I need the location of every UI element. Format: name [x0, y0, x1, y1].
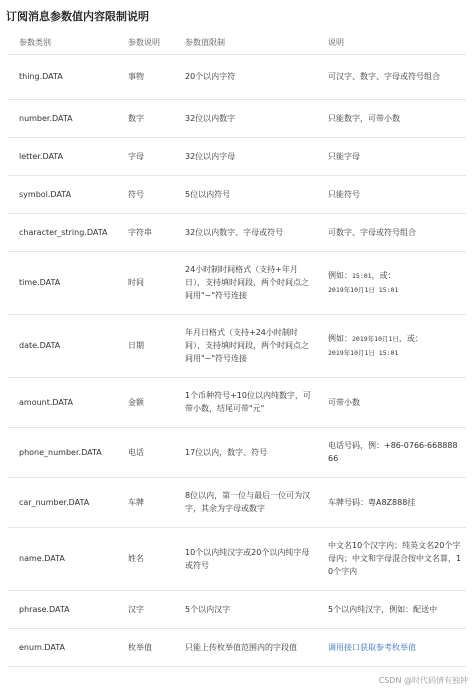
param-type-cell: character_string.DATA [8, 213, 117, 251]
note-cell: 电话号码，例：+86-0766-66888866 [317, 427, 466, 477]
param-type-cell: phrase.DATA [8, 590, 117, 628]
note-cell: 可汉字、数字、字母或符号组合 [317, 54, 466, 99]
param-type-cell: time.DATA [8, 251, 117, 314]
header-param-desc: 参数说明 [117, 31, 174, 54]
note-cell: 5个以内纯汉字，例如：配送中 [317, 590, 466, 628]
note-cell [317, 314, 466, 377]
note-example-code: 2019年10月1日 15:01 [328, 348, 399, 357]
param-type-cell: date.DATA [8, 314, 117, 377]
header-param-type: 参数类别 [8, 31, 117, 54]
param-type-cell: thing.DATA [8, 54, 117, 99]
param-desc-cell: 车牌 [117, 477, 174, 527]
param-type-cell: car_number.DATA [8, 477, 117, 527]
page-title: 订阅消息参数值内容限制说明 [6, 10, 149, 23]
param-desc-cell: 数字 [117, 99, 174, 137]
param-type-cell: number.DATA [8, 99, 117, 137]
param-limit-cell: 20个以内字符 [174, 54, 317, 99]
note-cell: 可数字、字母或符号组合 [317, 213, 466, 251]
param-limit-cell: 8位以内，第一位与最后一位可为汉字，其余为字母或数字 [174, 477, 317, 527]
table-header-row [8, 31, 466, 54]
note-cell: 只能字母 [317, 137, 466, 175]
param-desc-cell: 枚举值 [117, 628, 174, 666]
note-cell [317, 628, 466, 666]
param-desc-cell: 字符串 [117, 213, 174, 251]
param-desc-cell: 姓名 [117, 527, 174, 590]
table-row [8, 137, 466, 175]
table-row [8, 314, 466, 377]
param-limit-cell: 32位以内数字、字母或符号 [174, 213, 317, 251]
param-type-cell: name.DATA [8, 527, 117, 590]
enum-reference-link[interactable]: 调用接口获取参考枚举值 [328, 642, 416, 652]
note-cell: 可带小数 [317, 377, 466, 427]
param-limit-cell: 17位以内，数字、符号 [174, 427, 317, 477]
param-limit-cell: 只能上传枚举值范围内的字段值 [174, 628, 317, 666]
note-example-prefix: 例如： [328, 333, 352, 343]
note-example-code: 2019年10月1日 [352, 334, 399, 343]
header-param-limit: 参数值限制 [174, 31, 317, 54]
param-desc-cell: 金额 [117, 377, 174, 427]
table-row [8, 427, 466, 477]
note-example-code: 15:01 [352, 271, 372, 280]
param-type-cell: phone_number.DATA [8, 427, 117, 477]
note-example-prefix: 例如： [328, 270, 352, 280]
param-limit-cell: 1个币种符号+10位以内纯数字，可带小数，结尾可带"元" [174, 377, 317, 427]
param-type-cell: amount.DATA [8, 377, 117, 427]
param-type-cell: enum.DATA [8, 628, 117, 666]
param-desc-cell: 符号 [117, 175, 174, 213]
table-row [8, 99, 466, 137]
param-type-cell: letter.DATA [8, 137, 117, 175]
note-cell: 车牌号码：粤A8Z888挂 [317, 477, 466, 527]
table-row [8, 377, 466, 427]
note-cell: 只能数字，可带小数 [317, 99, 466, 137]
note-example-code: 2019年10月1日 15:01 [328, 285, 399, 294]
watermark: CSDN @时代码情有独钟 [378, 676, 468, 685]
header-note: 说明 [317, 31, 466, 54]
param-limit-cell: 10个以内纯汉字或20个以内纯字母或符号 [174, 527, 317, 590]
table-row [8, 527, 466, 590]
param-type-cell: symbol.DATA [8, 175, 117, 213]
param-limit-cell: 5个以内汉字 [174, 590, 317, 628]
param-desc-cell: 电话 [117, 427, 174, 477]
note-cell [317, 251, 466, 314]
note-cell: 只能符号 [317, 175, 466, 213]
param-limit-cell: 5位以内符号 [174, 175, 317, 213]
param-limit-cell: 32位以内数字 [174, 99, 317, 137]
note-cell: 中文名10个汉字内；纯英文名20个字母内；中文和字母混合按中文名算，10个字内 [317, 527, 466, 590]
table-row [8, 590, 466, 628]
param-limit-cell: 32位以内字母 [174, 137, 317, 175]
note-example-mid: ，或： [371, 270, 396, 280]
param-desc-cell: 事物 [117, 54, 174, 99]
table-row [8, 251, 466, 314]
param-desc-cell: 汉字 [117, 590, 174, 628]
param-desc-cell: 日期 [117, 314, 174, 377]
table-row [8, 175, 466, 213]
param-limit-cell: 24小时制时间格式（支持+年月日），支持填时间段，两个时间点之间用"~"符号连接 [174, 251, 317, 314]
table-row [8, 628, 466, 666]
table-row [8, 213, 466, 251]
note-example-mid: ，或： [398, 333, 423, 343]
table-row [8, 54, 466, 99]
table-row [8, 477, 466, 527]
param-limit-cell: 年月日格式（支持+24小时制时间），支持填时间段，两个时间点之间用"~"符号连接 [174, 314, 317, 377]
param-desc-cell: 时间 [117, 251, 174, 314]
params-table [8, 31, 466, 667]
param-desc-cell: 字母 [117, 137, 174, 175]
